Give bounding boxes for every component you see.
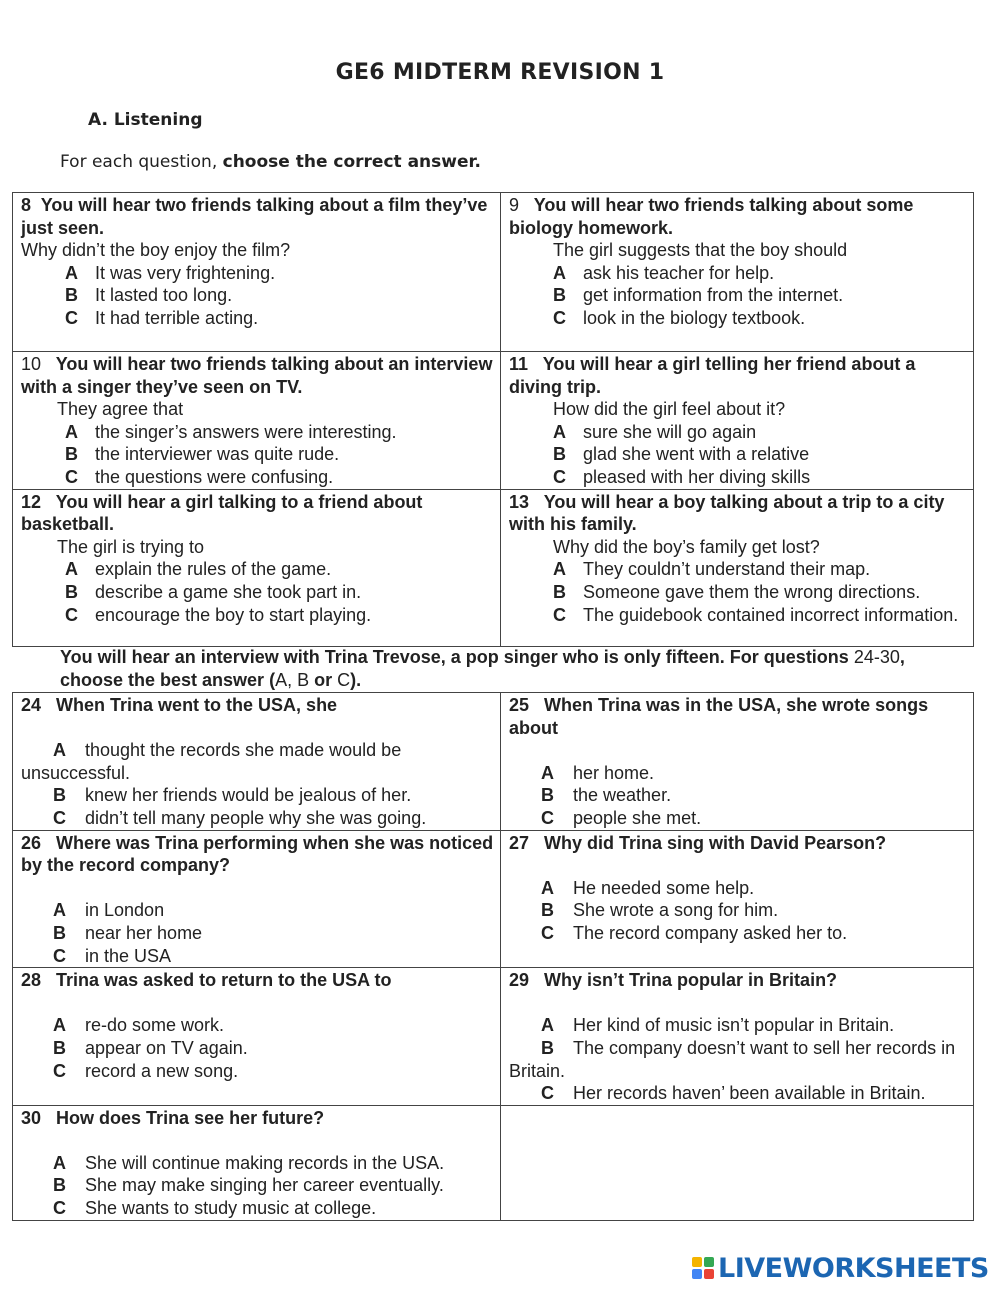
- question-title: You will hear two friends talking about some biology homework.: [509, 195, 914, 238]
- question-26: 26 Where was Trina performing when she was noticed by the record company? A in London B near her home C in the USA: [13, 830, 501, 968]
- questions-table-part2: [12, 692, 974, 1221]
- option-c[interactable]: C It had terrible acting.: [65, 307, 259, 328]
- question-24: 24 When Trina went to the USA, she A thought the records she made would be unsuccessful. B knew her friends would be jealous of her. C didn’t tell many people why she was going.: [13, 693, 501, 831]
- question-9: 9 You will hear two friends talking about some biology homework. The girl suggests that the boy should A ask his teacher for help. B get information from the internet. C look in the biology textbook.: [501, 193, 974, 352]
- option-c[interactable]: C in the USA: [53, 945, 172, 966]
- question-stem: The girl suggests that the boy should: [553, 240, 848, 261]
- option-a[interactable]: A re-do some work.: [53, 1015, 225, 1036]
- logo-icon: [692, 1257, 714, 1279]
- option-c[interactable]: C The guidebook contained incorrect information.: [553, 604, 959, 625]
- question-12: 12 You will hear a girl talking to a friend about basketball. The girl is trying to A explain the rules of the game. B describe a game she took part in. C encourage the boy to start playing.: [13, 489, 501, 646]
- option-c[interactable]: C Her records haven’ been available in Britain.: [541, 1083, 926, 1104]
- section-heading: A. Listening: [88, 110, 203, 130]
- question-title: You will hear two friends talking about an interview with a singer they’ve seen on TV.: [21, 354, 493, 397]
- question-title: Trina was asked to return to the USA to: [56, 970, 392, 991]
- option-c[interactable]: C people she met.: [541, 807, 702, 828]
- option-a[interactable]: A ask his teacher for help.: [553, 262, 775, 283]
- question-title: Where was Trina performing when she was noticed by the record company?: [21, 832, 494, 876]
- option-a[interactable]: A sure she will go again: [553, 421, 757, 442]
- option-a[interactable]: A They couldn’t understand their map.: [553, 559, 871, 580]
- option-a[interactable]: A She will continue making records in the USA.: [53, 1152, 445, 1173]
- empty-cell: [501, 1105, 974, 1220]
- option-a[interactable]: A Her kind of music isn’t popular in Britain.: [541, 1015, 895, 1036]
- question-27: 27 Why did Trina sing with David Pearson? A He needed some help. B She wrote a song for him. C The record company asked her to.: [501, 830, 974, 968]
- option-a[interactable]: A explain the rules of the game.: [65, 559, 332, 580]
- option-b[interactable]: B She may make singing her career eventually.: [53, 1175, 444, 1196]
- page-title: GE6 MIDTERM REVISION 1: [335, 60, 665, 85]
- option-a[interactable]: A thought the records she made would be unsuccessful.: [21, 740, 402, 783]
- question-stem: How did the girl feel about it?: [553, 399, 786, 420]
- question-11: 11 You will hear a girl telling her friend about a diving trip. How did the girl feel about it? A sure she will go again B glad she went with a relative C pleased with her diving skills: [501, 352, 974, 490]
- question-stem: The girl is trying to: [57, 536, 205, 557]
- option-c[interactable]: C look in the biology textbook.: [553, 307, 806, 328]
- question-title: Why isn’t Trina popular in Britain?: [544, 970, 838, 991]
- option-a[interactable]: A her home.: [541, 762, 655, 783]
- question-stem: Why didn’t the boy enjoy the film?: [21, 240, 291, 261]
- instruction-bold: choose the correct answer.: [222, 152, 481, 172]
- question-29: 29 Why isn’t Trina popular in Britain? A Her kind of music isn’t popular in Britain. B The company doesn’t want to sell her records in Britain. C Her records haven’ been available in Britain.: [501, 968, 974, 1106]
- option-b[interactable]: B the weather.: [541, 785, 672, 806]
- question-stem: They agree that: [57, 399, 184, 420]
- instruction-text: [60, 152, 481, 172]
- option-b[interactable]: B The company doesn’t want to sell her records in Britain.: [509, 1037, 956, 1081]
- question-stem: Why did the boy’s family get lost?: [553, 536, 820, 557]
- option-c[interactable]: C the questions were confusing.: [65, 466, 334, 487]
- option-c[interactable]: C She wants to study music at college.: [53, 1198, 377, 1219]
- option-c[interactable]: C encourage the boy to start playing.: [65, 604, 372, 625]
- question-13: 13 You will hear a boy talking about a trip to a city with his family. Why did the boy’s family get lost? A They couldn’t understand their map. B Someone gave them the wrong directions. C The guidebook contained incorrect information.: [501, 489, 974, 646]
- option-b[interactable]: B describe a game she took part in.: [65, 581, 362, 602]
- liveworksheets-logo: [692, 1252, 989, 1284]
- logo-square: [692, 1269, 702, 1279]
- question-title: When Trina went to the USA, she: [56, 695, 338, 715]
- option-b[interactable]: B glad she went with a relative: [553, 444, 810, 465]
- option-b[interactable]: B It lasted too long.: [65, 285, 233, 306]
- question-28: 28 Trina was asked to return to the USA to A re-do some work. B appear on TV again. C record a new song.: [13, 968, 501, 1106]
- question-30: 30 How does Trina see her future? A She will continue making records in the USA. B She may make singing her career eventually. C She wants to study music at college.: [13, 1105, 501, 1220]
- option-a[interactable]: A He needed some help.: [541, 877, 755, 898]
- logo-square: [692, 1257, 702, 1267]
- logo-text: LIVEWORKSHEETS: [718, 1252, 989, 1284]
- option-a[interactable]: A the singer’s answers were interesting.: [65, 421, 397, 442]
- question-title: You will hear a boy talking about a trip to a city with his family.: [509, 491, 945, 535]
- option-b[interactable]: B knew her friends would be jealous of her.: [53, 785, 412, 806]
- logo-square: [704, 1257, 714, 1267]
- question-title: You will hear a girl telling her friend about a diving trip.: [509, 354, 916, 397]
- option-a[interactable]: A It was very frightening.: [65, 262, 276, 283]
- question-25: 25 When Trina was in the USA, she wrote songs about A her home. B the weather. C people she met.: [501, 693, 974, 831]
- option-b[interactable]: B the interviewer was quite rude.: [65, 444, 340, 465]
- question-title: You will hear two friends talking about a film they’ve just seen.: [21, 195, 488, 238]
- question-title: You will hear a girl talking to a friend about basketball.: [21, 491, 423, 535]
- option-c[interactable]: C didn’t tell many people why she was going.: [53, 807, 427, 828]
- question-10: 10 You will hear two friends talking about an interview with a singer they’ve seen on TV. They agree that A the singer’s answers were interesting. B the interviewer was quite rude. C the questions were confusing.: [13, 352, 501, 490]
- option-b[interactable]: B Someone gave them the wrong directions.: [553, 581, 921, 602]
- question-title: How does Trina see her future?: [56, 1107, 325, 1128]
- questions-table-part1: [12, 192, 974, 647]
- option-b[interactable]: B near her home: [53, 922, 203, 943]
- option-c[interactable]: C The record company asked her to.: [541, 922, 848, 943]
- option-b[interactable]: B get information from the internet.: [553, 285, 844, 306]
- interview-instructions: You will hear an interview with Trina Trevose, a pop singer who is only fifteen. For questions 24-30, choose the best answer (A, B or C).: [60, 647, 905, 690]
- question-title: Why did Trina sing with David Pearson?: [544, 832, 887, 853]
- instruction-plain: For each question,: [60, 152, 223, 172]
- option-c[interactable]: C record a new song.: [53, 1060, 239, 1081]
- question-title: When Trina was in the USA, she wrote songs about: [509, 695, 929, 738]
- logo-square: [704, 1269, 714, 1279]
- option-a[interactable]: A in London: [53, 900, 165, 921]
- option-c[interactable]: C pleased with her diving skills: [553, 466, 811, 487]
- option-b[interactable]: B She wrote a song for him.: [541, 900, 779, 921]
- option-b[interactable]: B appear on TV again.: [53, 1037, 248, 1058]
- question-8: 8 You will hear two friends talking about a film they’ve just seen. Why didn’t the boy enjoy the film? A It was very frightening. B It lasted too long. C It had terrible acting.: [13, 193, 501, 352]
